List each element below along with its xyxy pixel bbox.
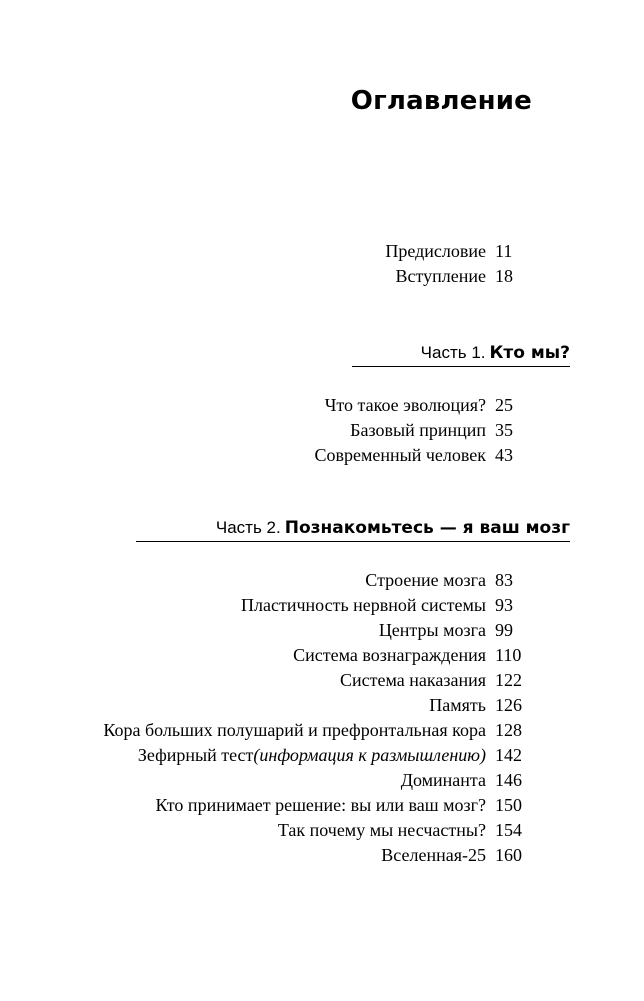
toc-entry-page: 146: [495, 770, 522, 790]
toc-entry-label: [138, 742, 486, 768]
part-2-title: Познакомьтесь — я ваш мозг: [284, 518, 570, 538]
toc-entry-label-note: (информация к размышлению): [253, 745, 486, 765]
toc-entry-label: Центры мозга: [378, 620, 486, 640]
toc-entry-page: 25: [495, 395, 513, 415]
toc-entry-label: Кора больших полушарий и префронтальная кора: [103, 720, 486, 740]
toc-entry-page: 35: [495, 420, 513, 440]
toc-entry-page: 43: [495, 445, 513, 465]
toc-entry-page: 142: [495, 745, 522, 765]
part-2-prefix: Часть 2.: [215, 518, 281, 537]
toc-entry-label: Современный человек: [314, 445, 486, 465]
toc-entry-page: 160: [495, 845, 522, 865]
toc-entry-label: Базовый принцип: [350, 420, 486, 440]
toc-entry-page: 154: [495, 820, 522, 840]
toc-entry-page: 126: [495, 695, 522, 715]
toc-entry-label: Вступление: [395, 266, 486, 286]
toc-entry-page: 122: [495, 670, 522, 690]
toc-entry-label-main: Зефирный тест: [137, 745, 254, 765]
toc-entry-page: 11: [495, 241, 513, 261]
toc-entry-page: 150: [495, 795, 522, 815]
toc-entry-label: Что такое эволюция?: [324, 395, 486, 415]
toc-entry-page: 18: [495, 266, 513, 286]
toc-entry-label: Предисловие: [385, 241, 486, 261]
toc-entry-label: Память: [429, 695, 486, 715]
toc-entry-label: Система наказания: [340, 670, 486, 690]
toc-entry-label: Строение мозга: [365, 570, 486, 590]
part-1-prefix: Часть 1.: [420, 343, 486, 362]
toc-entry-page: 110: [495, 645, 522, 665]
toc-entry-label: Доминанта: [400, 770, 486, 790]
part-1-heading: [352, 340, 570, 367]
toc-entry-label: Вселенная-25: [381, 845, 486, 865]
page-title: Оглавление: [350, 86, 532, 116]
toc-entry-label: Так почему мы несчастны?: [277, 820, 486, 840]
toc-entry-page: 93: [495, 595, 513, 615]
toc-entry-label: Система вознаграждения: [293, 645, 486, 665]
toc-entry-page: 99: [495, 620, 513, 640]
part-1-title: Кто мы?: [489, 343, 570, 363]
toc-entry-label: Пластичность нервной системы: [241, 595, 486, 615]
part-2-heading: [136, 515, 570, 542]
toc-entry-page: 128: [495, 720, 522, 740]
toc-entry-page: 83: [495, 570, 513, 590]
toc-entry-label: Кто принимает решение: вы или ваш мозг?: [155, 795, 486, 815]
